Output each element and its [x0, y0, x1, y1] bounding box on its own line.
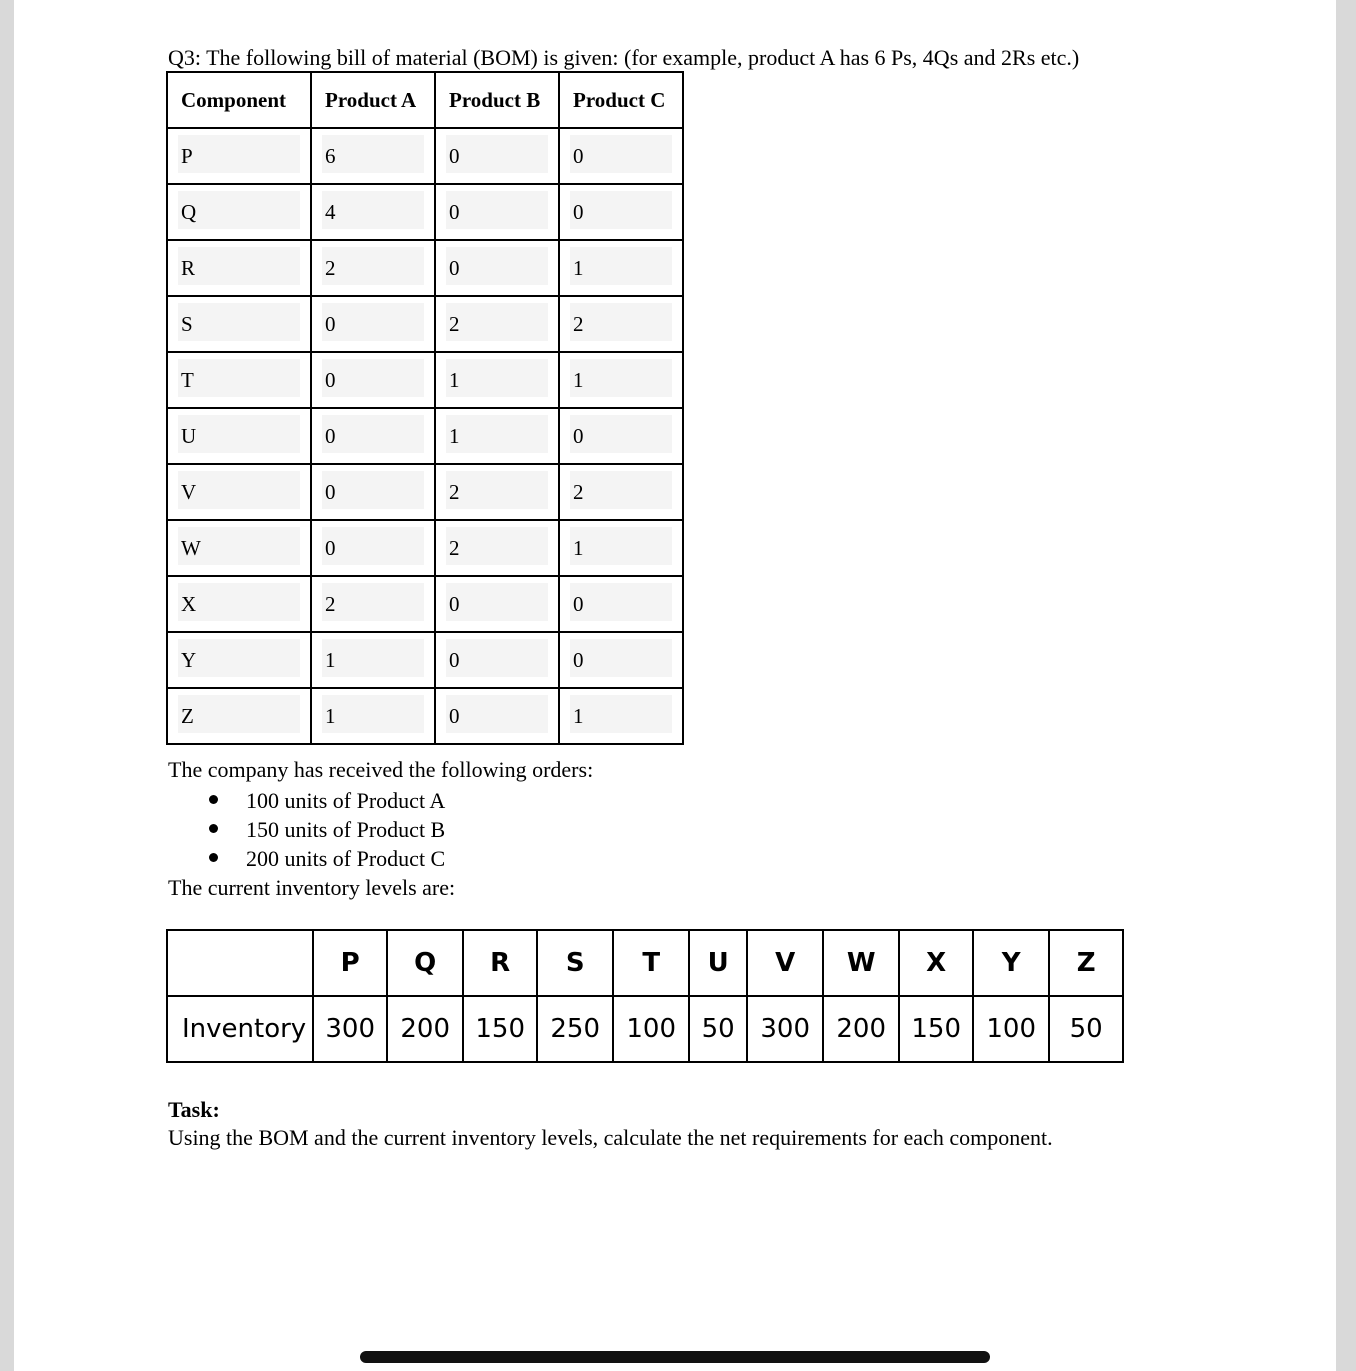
bom-row: [167, 632, 683, 688]
bullet-icon: [209, 853, 218, 862]
bom-cell-component: V: [167, 464, 311, 520]
bom-cell-product-a: 0: [311, 520, 435, 576]
inventory-value-cell: 300: [313, 996, 387, 1062]
bom-cell-component: T: [167, 352, 311, 408]
bom-cell-product-a: 1: [311, 632, 435, 688]
list-item: [168, 786, 445, 815]
bom-header-row: [167, 72, 683, 128]
home-indicator[interactable]: [360, 1351, 990, 1363]
bom-cell-product-c: 1: [559, 240, 683, 296]
bom-table: [166, 71, 684, 745]
inventory-value-cell: 200: [387, 996, 463, 1062]
bom-row: [167, 464, 683, 520]
inventory-value-cell: 200: [823, 996, 899, 1062]
bom-cell-component: U: [167, 408, 311, 464]
bullet-icon: [209, 795, 218, 804]
inventory-header-cell: T: [613, 930, 689, 996]
bom-cell-product-a: 6: [311, 128, 435, 184]
inventory-header-cell: U: [689, 930, 747, 996]
inventory-header-cell: Y: [973, 930, 1049, 996]
inventory-intro: The current inventory levels are:: [168, 875, 456, 900]
order-text: 200 units of Product C: [246, 846, 446, 871]
inventory-value-cell: 300: [747, 996, 823, 1062]
order-text: 100 units of Product A: [246, 788, 446, 813]
bom-cell-product-c: 0: [559, 408, 683, 464]
bom-cell-component: W: [167, 520, 311, 576]
orders-intro: The company has received the following orders:: [168, 757, 594, 782]
bom-cell-product-b: 0: [435, 688, 559, 744]
orders-list: [168, 786, 445, 873]
inventory-header-cell: R: [463, 930, 537, 996]
inventory-header-cell: Q: [387, 930, 463, 996]
bom-row: [167, 576, 683, 632]
list-item: [168, 815, 445, 844]
bom-cell-product-b: 1: [435, 352, 559, 408]
inventory-header-row: [167, 930, 1123, 996]
bom-row: [167, 408, 683, 464]
inventory-header-cell: S: [537, 930, 613, 996]
bom-cell-product-c: 1: [559, 352, 683, 408]
bom-row: [167, 688, 683, 744]
bom-cell-product-c: 2: [559, 296, 683, 352]
bom-cell-product-c: 2: [559, 464, 683, 520]
bom-cell-product-a: 0: [311, 464, 435, 520]
bom-cell-component: Z: [167, 688, 311, 744]
inventory-value-cell: 100: [613, 996, 689, 1062]
document-page: [14, 0, 1336, 1371]
bom-cell-product-a: 4: [311, 184, 435, 240]
bom-cell-component: Q: [167, 184, 311, 240]
bom-cell-product-a: 0: [311, 352, 435, 408]
bom-header-product-a: Product A: [311, 72, 435, 128]
inventory-value-row: [167, 996, 1123, 1062]
inventory-value-cell: 150: [899, 996, 973, 1062]
bom-cell-product-a: 0: [311, 296, 435, 352]
bom-cell-product-a: 1: [311, 688, 435, 744]
bom-cell-product-b: 0: [435, 240, 559, 296]
inventory-header-cell: X: [899, 930, 973, 996]
bom-header-product-b: Product B: [435, 72, 559, 128]
inventory-row-label: Inventory: [167, 996, 313, 1062]
inventory-value-cell: 250: [537, 996, 613, 1062]
bom-cell-product-a: 2: [311, 576, 435, 632]
bom-cell-product-b: 0: [435, 128, 559, 184]
order-text: 150 units of Product B: [246, 817, 446, 842]
inventory-value-cell: 50: [1049, 996, 1123, 1062]
inventory-header-blank: [167, 930, 313, 996]
bom-row: [167, 240, 683, 296]
bom-cell-product-b: 0: [435, 632, 559, 688]
bom-cell-component: Y: [167, 632, 311, 688]
inventory-header-cell: W: [823, 930, 899, 996]
bom-cell-product-c: 1: [559, 688, 683, 744]
bom-cell-component: X: [167, 576, 311, 632]
bom-cell-product-c: 1: [559, 520, 683, 576]
bom-cell-component: R: [167, 240, 311, 296]
bom-cell-product-b: 0: [435, 576, 559, 632]
bom-header-product-c: Product C: [559, 72, 683, 128]
bom-row: [167, 128, 683, 184]
bom-cell-product-a: 0: [311, 408, 435, 464]
bullet-icon: [209, 824, 218, 833]
inventory-table: [166, 929, 1124, 1063]
bom-cell-component: S: [167, 296, 311, 352]
bom-cell-product-b: 2: [435, 296, 559, 352]
bom-row: [167, 520, 683, 576]
bom-cell-product-c: 0: [559, 184, 683, 240]
task-label: Task:: [168, 1097, 220, 1122]
bom-header-component: Component: [167, 72, 311, 128]
bom-cell-product-b: 2: [435, 520, 559, 576]
inventory-header-cell: P: [313, 930, 387, 996]
bom-row: [167, 352, 683, 408]
inventory-value-cell: 100: [973, 996, 1049, 1062]
inventory-value-cell: 50: [689, 996, 747, 1062]
question-title: Q3: The following bill of material (BOM) is given: (for example, product A has 6 Ps, 4Qs and 2Rs etc.): [168, 45, 1080, 70]
bom-cell-product-c: 0: [559, 632, 683, 688]
inventory-header-cell: V: [747, 930, 823, 996]
bom-cell-product-b: 2: [435, 464, 559, 520]
bom-cell-product-a: 2: [311, 240, 435, 296]
inventory-header-cell: Z: [1049, 930, 1123, 996]
bom-cell-product-b: 1: [435, 408, 559, 464]
task-text: Using the BOM and the current inventory levels, calculate the net requirements for each component.: [168, 1125, 1053, 1150]
list-item: [168, 844, 445, 873]
bom-cell-product-c: 0: [559, 576, 683, 632]
bom-row: [167, 296, 683, 352]
bom-cell-product-b: 0: [435, 184, 559, 240]
bom-cell-component: P: [167, 128, 311, 184]
inventory-value-cell: 150: [463, 996, 537, 1062]
bom-cell-product-c: 0: [559, 128, 683, 184]
bom-row: [167, 184, 683, 240]
